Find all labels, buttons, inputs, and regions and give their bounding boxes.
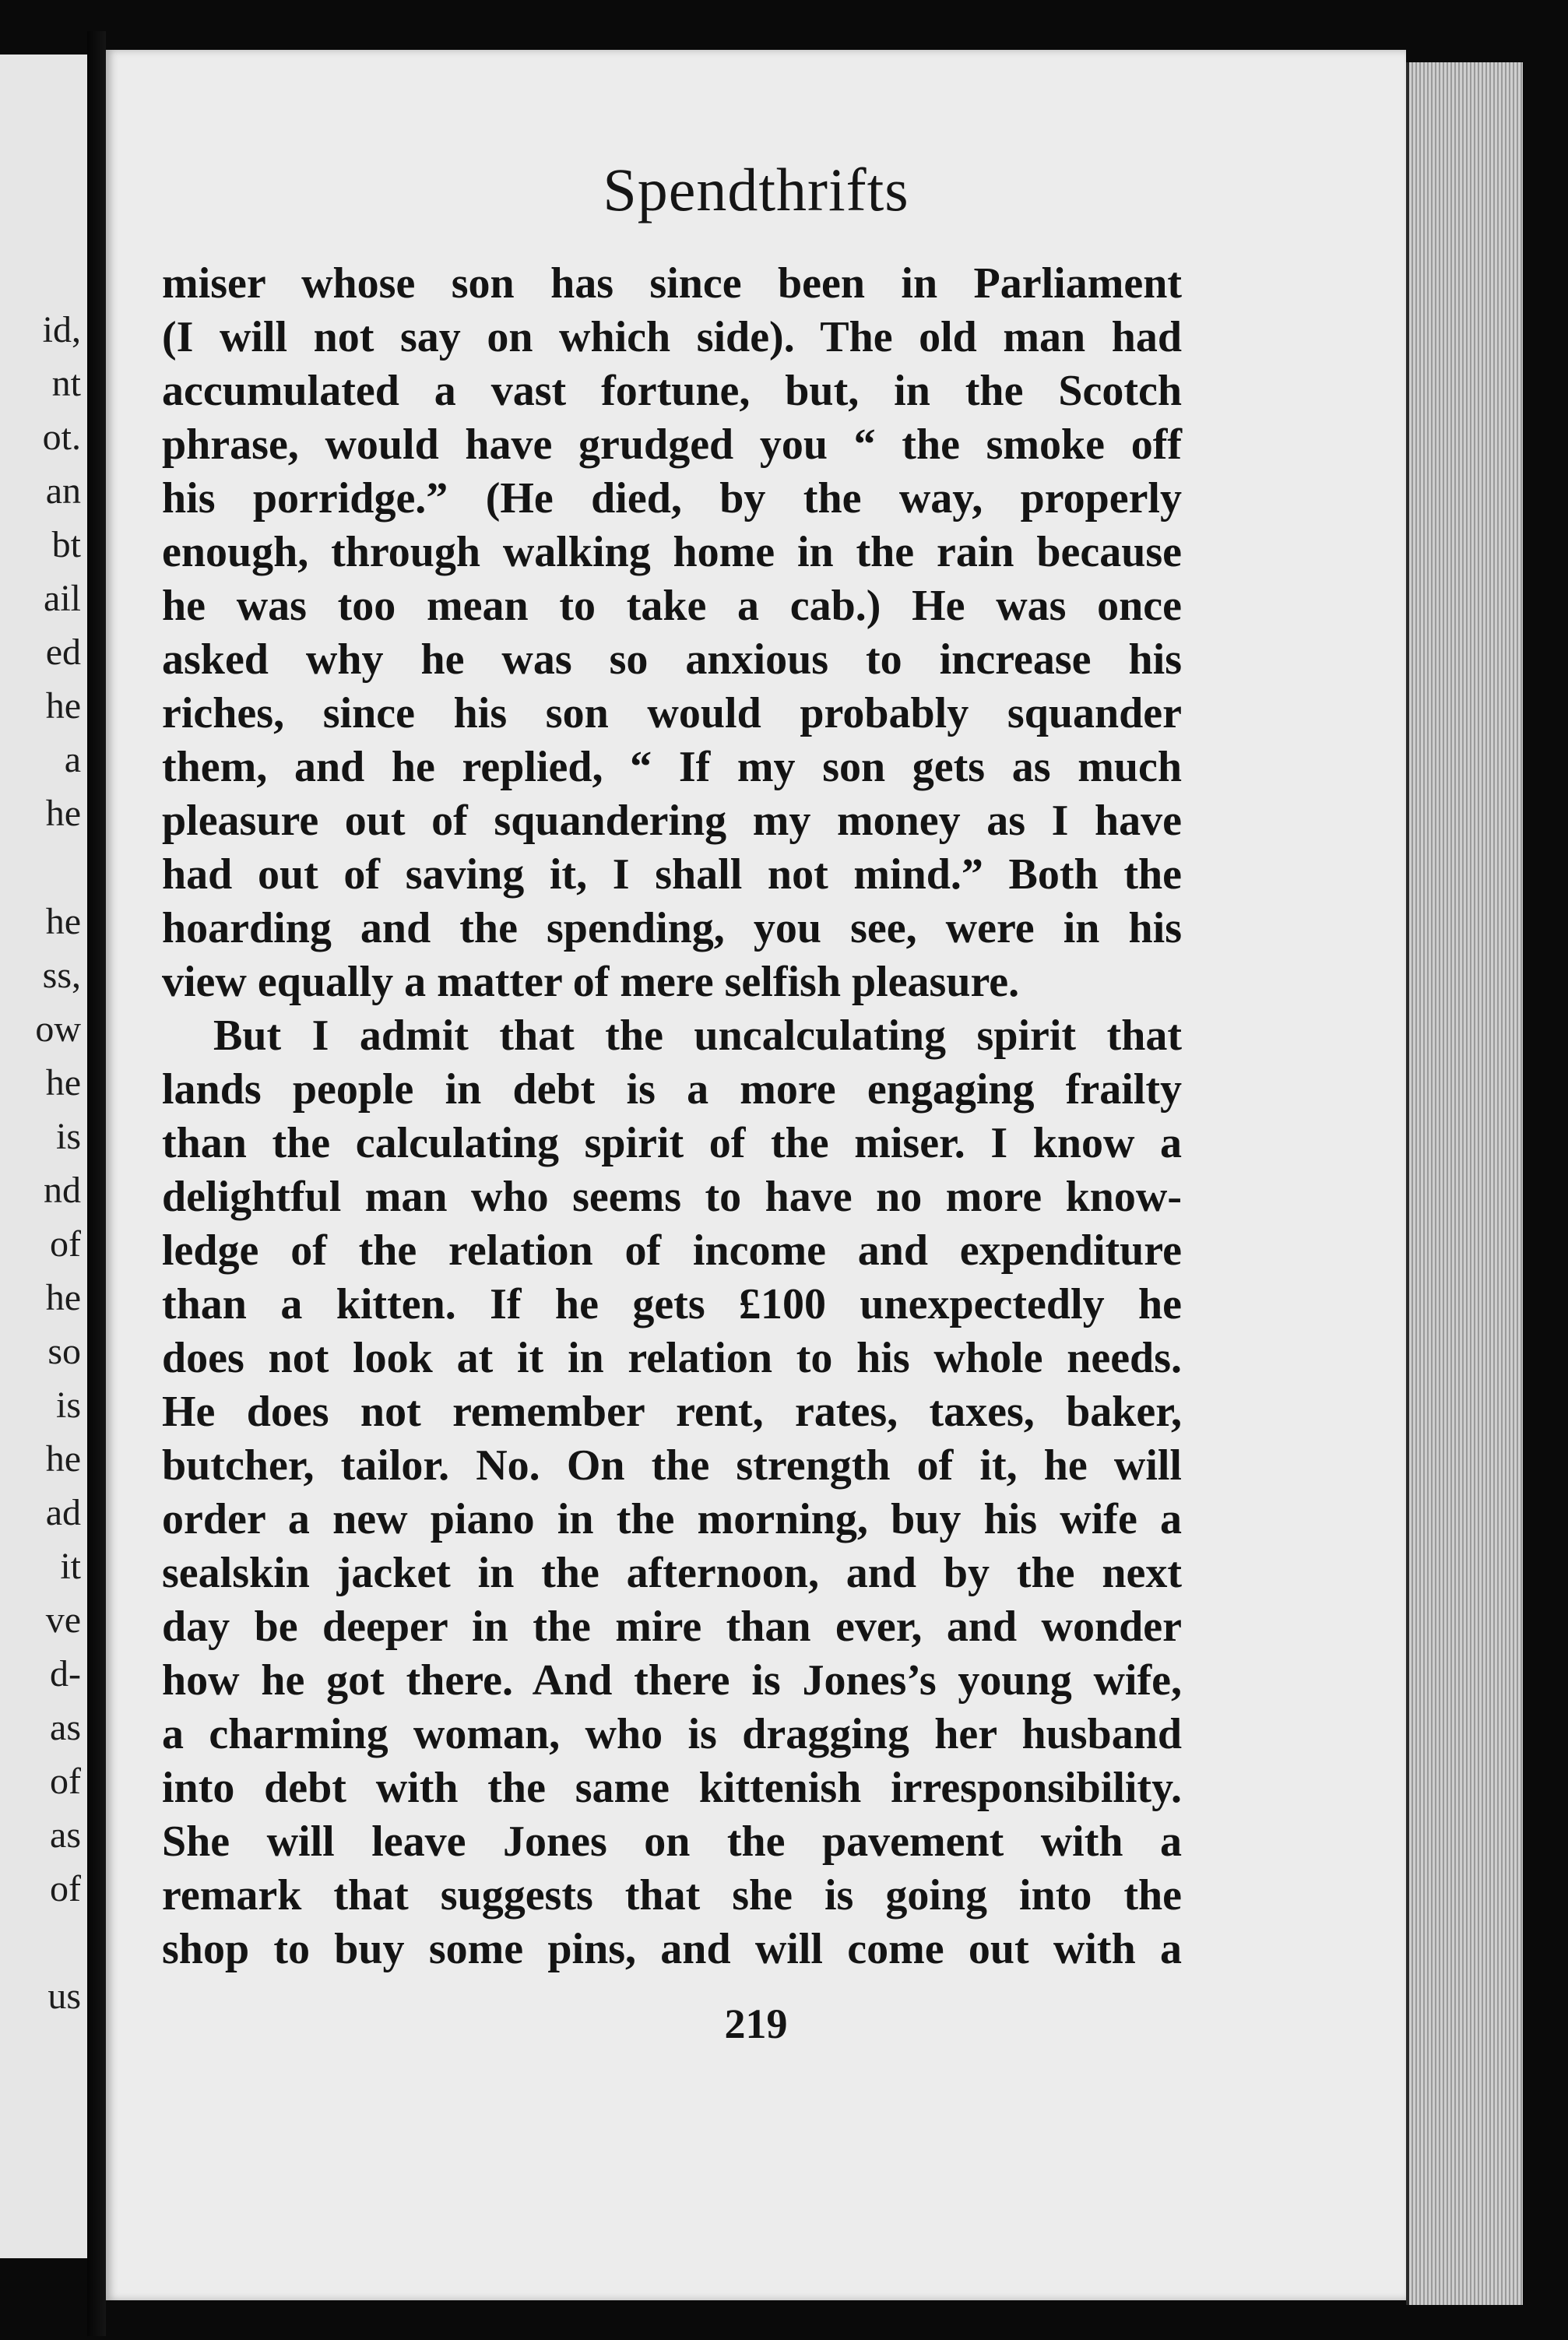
- prev-page-fragment: so: [47, 1331, 81, 1372]
- text-line: them, and he replied, “ If my son gets as much: [162, 743, 1182, 791]
- prev-page-fragment: ss,: [42, 955, 81, 996]
- text-line: She will leave Jones on the pavement with a: [162, 1817, 1182, 1866]
- text-line: order a new piano in the morning, buy his wife a: [162, 1495, 1182, 1543]
- text-line: a charming woman, who is dragging her husband: [162, 1710, 1182, 1758]
- prev-page-fragment: id,: [42, 309, 81, 350]
- prev-page-fragment: of: [50, 1761, 81, 1802]
- prev-page-fragment: ow: [35, 1008, 81, 1050]
- prev-page-fragment: ot.: [42, 417, 81, 458]
- scanner-margin: [1523, 47, 1568, 2340]
- prev-page-fragment: d-: [50, 1653, 81, 1694]
- text-line: how he got there. And there is Jones’s young wife,: [162, 1656, 1182, 1705]
- text-line: He does not remember rent, rates, taxes, baker,: [162, 1388, 1182, 1436]
- prev-page-fragment: he: [45, 1438, 81, 1480]
- text-line: ledge of the relation of income and expenditure: [162, 1226, 1182, 1275]
- prev-page-fragment: as: [50, 1707, 81, 1748]
- text-line: butcher, tailor. No. On the strength of it, he will: [162, 1441, 1182, 1490]
- prev-page-fragment: he: [45, 1062, 81, 1103]
- page-block-edge: [1406, 62, 1526, 2305]
- prev-page-fragment: of: [50, 1223, 81, 1265]
- text-line: shop to buy some pins, and will come out with a: [162, 1925, 1182, 1973]
- text-line: (I will not say on which side). The old man had: [162, 313, 1182, 361]
- text-line: day be deeper in the mire than ever, and wonder: [162, 1603, 1182, 1651]
- prev-page-fragment: nt: [51, 363, 81, 404]
- text-line: But I admit that the uncalculating spirit that: [213, 1012, 1182, 1060]
- prev-page-fragment: bt: [51, 524, 81, 565]
- text-line: delightful man who seems to have no more know-: [162, 1173, 1182, 1221]
- text-line: lands people in debt is a more engaging frailty: [162, 1065, 1182, 1114]
- text-line: phrase, would have grudged you “ the smoke off: [162, 420, 1182, 469]
- prev-page-fragment: is: [55, 1385, 81, 1426]
- text-line: asked why he was so anxious to increase his: [162, 635, 1182, 684]
- previous-page-edge: [0, 55, 87, 2258]
- text-line: enough, through walking home in the rain because: [162, 528, 1182, 576]
- text-line: had out of saving it, I shall not mind.” Both the: [162, 850, 1182, 899]
- prev-page-fragment: ail: [44, 578, 81, 619]
- prev-page-fragment: nd: [44, 1170, 81, 1211]
- text-line: accumulated a vast fortune, but, in the Scotch: [162, 367, 1182, 415]
- text-line: his porridge.” (He died, by the way, properly: [162, 474, 1182, 523]
- text-line: sealskin jacket in the afternoon, and by the next: [162, 1549, 1182, 1597]
- prev-page-fragment: it: [60, 1546, 81, 1587]
- book-gutter: [87, 31, 106, 2336]
- prev-page-fragment: ed: [45, 632, 81, 673]
- text-line: hoarding and the spending, you see, were in his: [162, 904, 1182, 952]
- prev-page-fragment: as: [50, 1814, 81, 1856]
- text-line: than a kitten. If he gets £100 unexpectedly he: [162, 1280, 1182, 1328]
- prev-page-fragment: ad: [45, 1492, 81, 1533]
- text-line: does not look at it in relation to his whole needs.: [162, 1334, 1182, 1382]
- prev-page-fragment: is: [55, 1116, 81, 1157]
- prev-page-fragment: he: [45, 685, 81, 727]
- prev-page-fragment: us: [47, 1976, 81, 2017]
- running-head: Spendthrifts: [603, 156, 909, 223]
- page-number: 219: [724, 2000, 788, 2047]
- text-line: view equally a matter of mere selfish pleasure.: [162, 958, 1020, 1006]
- text-line: riches, since his son would probably squander: [162, 689, 1182, 737]
- text-line: he was too mean to take a cab.) He was once: [162, 582, 1182, 630]
- body-text: [162, 257, 1182, 1976]
- prev-page-fragment: he: [45, 1277, 81, 1318]
- prev-page-fragment: he: [45, 901, 81, 942]
- text-line: miser whose son has since been in Parliament: [162, 259, 1182, 308]
- text-line: into debt with the same kittenish irresponsibility.: [162, 1764, 1182, 1812]
- prev-page-fragment: he: [45, 793, 81, 834]
- prev-page-fragment: a: [64, 739, 81, 780]
- prev-page-fragment: of: [50, 1868, 81, 1909]
- text-line: remark that suggests that she is going into the: [162, 1871, 1182, 1920]
- text-line: than the calculating spirit of the miser. I know a: [162, 1119, 1182, 1167]
- prev-page-fragment: ve: [45, 1599, 81, 1641]
- prev-page-fragment: an: [45, 470, 81, 512]
- text-line: pleasure out of squandering my money as I have: [162, 797, 1182, 845]
